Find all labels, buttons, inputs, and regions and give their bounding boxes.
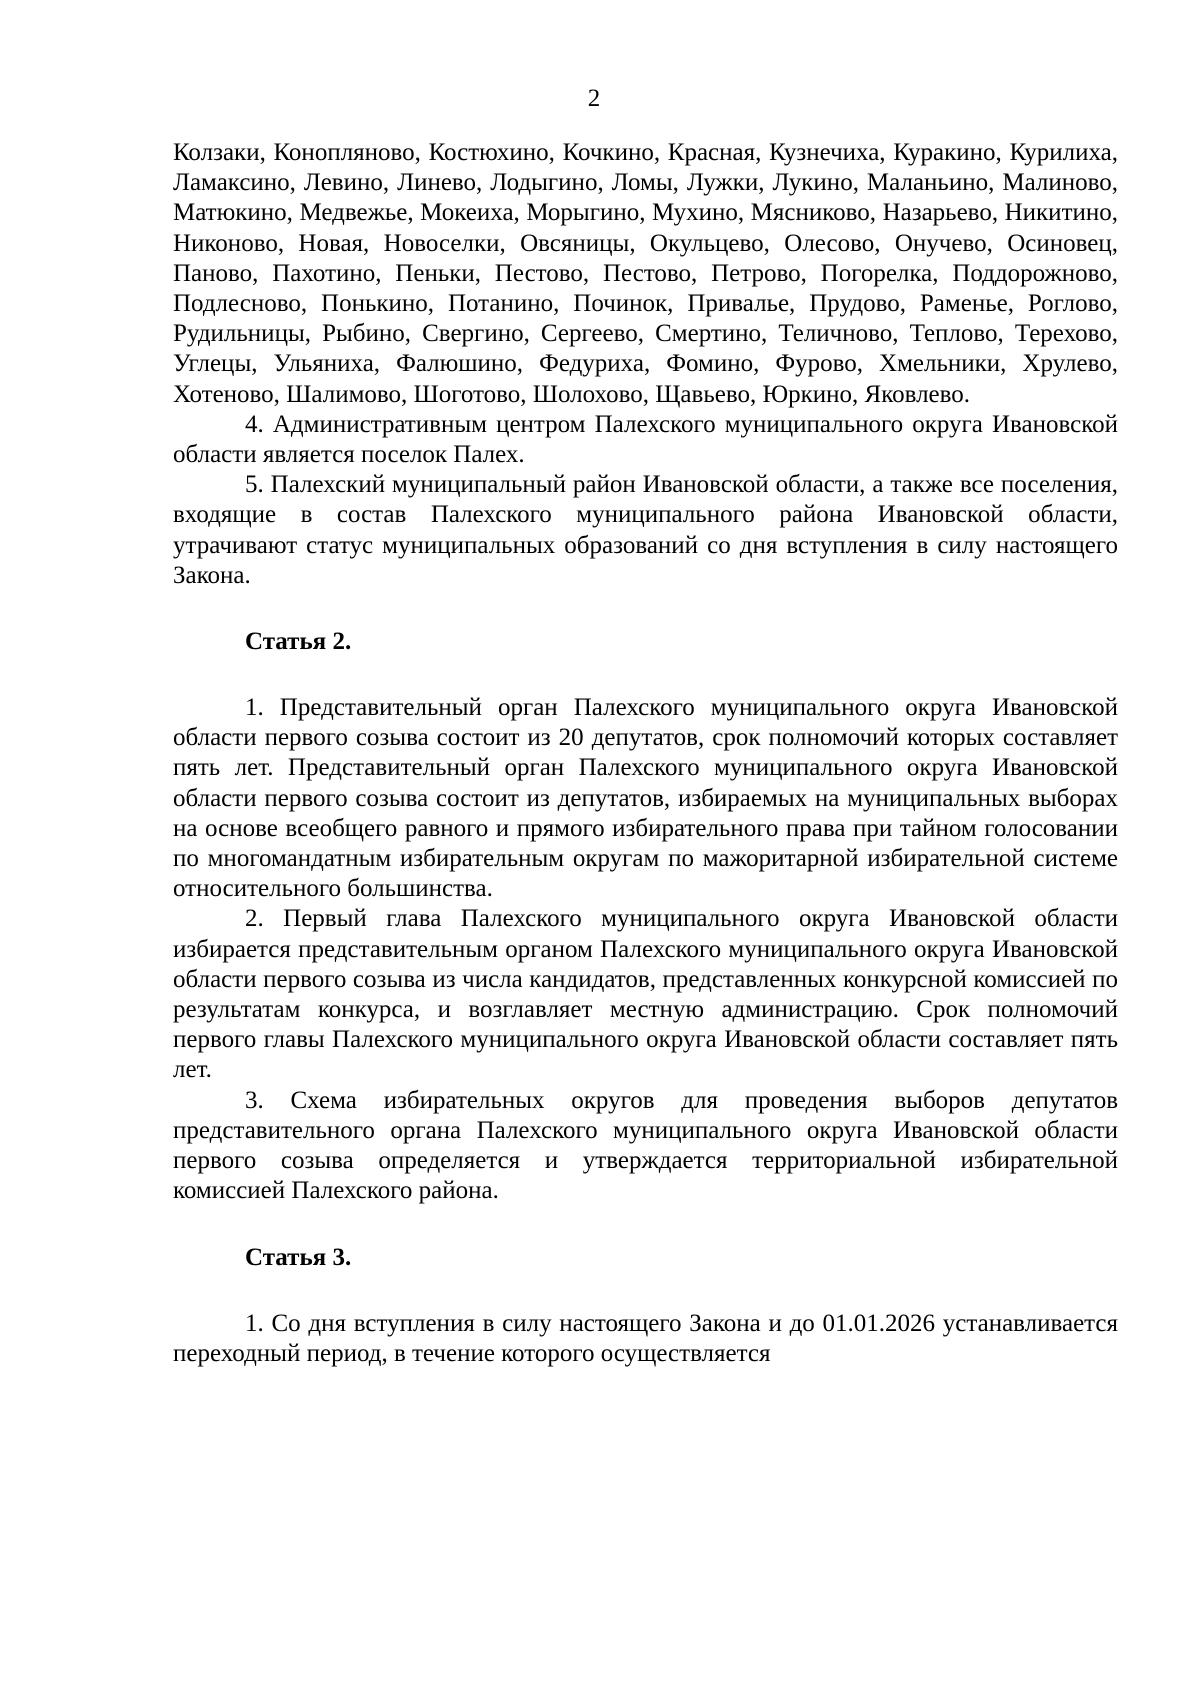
article-2-heading: Статья 2. [245, 628, 352, 656]
article-2-paragraph-3: 3. Схема избирательных округов для проведения выборов депутатов представительного органа Палехского муниципального округа Ивановской области первого созыва определяется и утверждается территориальной избирательной комиссией Палехского района. [173, 1086, 1118, 1205]
paragraph-administrative-center: 4. Административным центром Палехского муниципального округа Ивановской области является поселок Палех. [173, 410, 1118, 469]
article-3-paragraph-1: 1. Со дня вступления в силу настоящего Закона и до 01.01.2026 устанавливается переходный период, в течение которого осуществляется [173, 1309, 1118, 1367]
settlement-list-paragraph: Колзаки, Конопляново, Костюхино, Кочкино, Красная, Кузнечиха, Куракино, Курилиха, Ламаксино, Левино, Линево, Лодыгино, Ломы, Лужки, Лукино, Маланьино, Малиново, Матюкино, Медвежье, Мокеиха, Морыгино, Мухино, Мясниково, Назарьево, Никитино, Никоново, Новая, Новоселки, Овсяницы, Окульцево, Олесово, Онучево, Осиновец, Паново, Пахотино, Пеньки, Пестово, Пестово, Петрово, Погорелка, Поддорожново, Подлесново, Понькино, Потанино, Починок, Привалье, Прудово, Раменье, Роглово, Рудильницы, Рыбино, Свергино, Сергеево, Смертино, Теличново, Теплово, Терехово, Углецы, Ульяниха, Фалюшино, Федуриха, Фомино, Фурово, Хмельники, Хрулево, Хотеново, Шалимово, Шоготово, Шолохово, Щавьево, Юркино, Яковлево. [173, 139, 1118, 408]
article-3-heading: Статья 3. [245, 1243, 352, 1271]
document-body [173, 138, 1118, 1369]
article-2-paragraph-2: 2. Первый глава Палехского муниципального округа Ивановской области избирается представительным органом Палехского муниципального округа Ивановской области первого созыва из числа кандидатов, представленных конкурсной комиссией по результатам конкурса, и возглавляет местную администрацию. Срок полномочий первого главы Палехского муниципального округа Ивановской области составляет пять лет. [173, 905, 1118, 1084]
page-number: 2 [587, 85, 601, 112]
paragraph-status-loss: 5. Палехский муниципальный район Ивановской области, а также все поселения, входящие в состав Палехского муниципального района Ивановской области, утрачивают статус муниципальных образований со дня вступления в силу настоящего Закона. [173, 471, 1118, 589]
article-2-paragraph-1: 1. Представительный орган Палехского муниципального округа Ивановской области первого созыва состоит из 20 депутатов, срок полномочий которых составляет пять лет. Представительный орган Палехского муниципального округа Ивановской области первого созыва состоит из депутатов, избираемых на муниципальных выборах на основе всеобщего равного и прямого избирательного права при тайном голосовании по многомандатным избирательным округам по мажоритарной избирательной системе относительного большинства. [173, 694, 1118, 903]
